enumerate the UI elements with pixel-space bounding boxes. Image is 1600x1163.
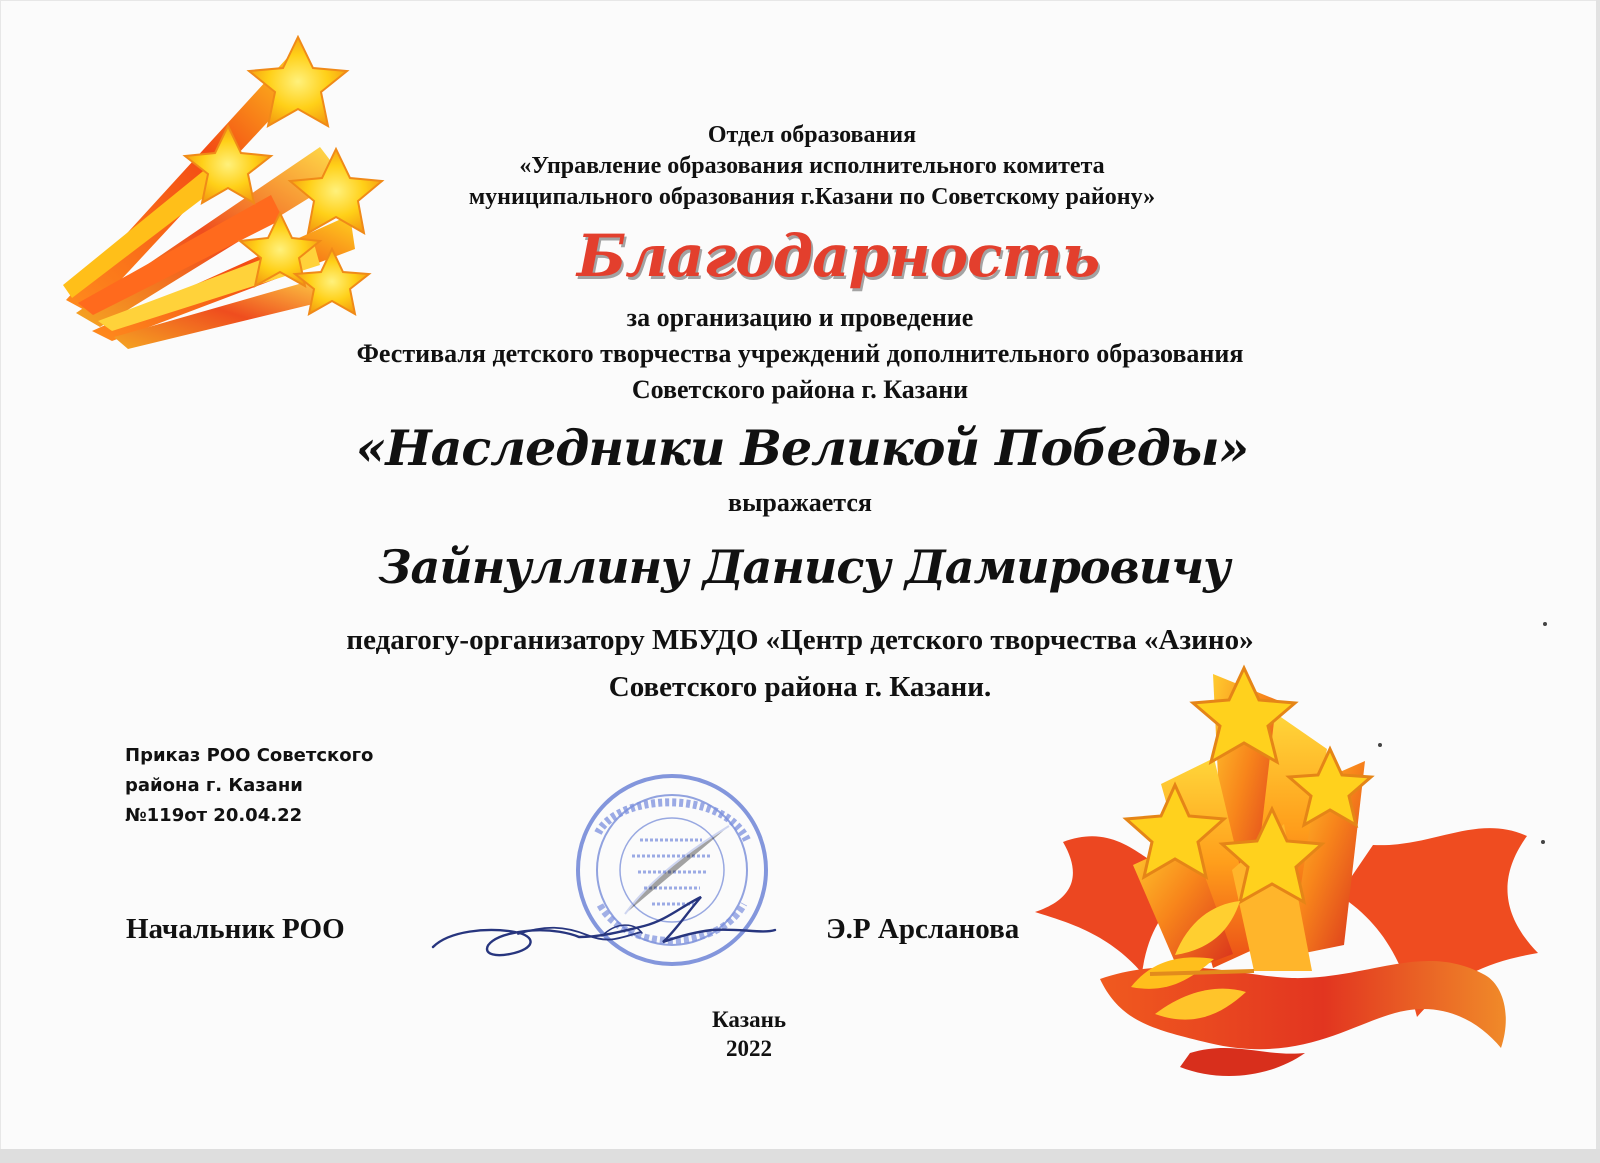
order-line-2: района г. Казани bbox=[125, 775, 303, 796]
position-line-1: педагогу-организатору МБУДО «Центр детского творчества «Азино» bbox=[346, 624, 1254, 656]
order-line-1: Приказ РОО Советского bbox=[125, 745, 374, 766]
purpose-line-2: Фестиваля детского творчества учреждений дополнительного образования bbox=[356, 339, 1244, 368]
certificate-title: Благодарность bbox=[576, 222, 1100, 290]
position-line-2: Советского района г. Казани. bbox=[608, 671, 992, 703]
scan-speck bbox=[1378, 743, 1382, 747]
issuer-line-3: муниципального образования г.Казани по Советскому району» bbox=[468, 184, 1156, 210]
scan-bottom-edge bbox=[0, 1149, 1600, 1163]
award-purpose bbox=[0, 300, 1600, 408]
purpose-line-1: за организацию и проведение bbox=[626, 303, 974, 332]
scan-speck bbox=[1541, 840, 1545, 844]
festival-name: «Наследники Великой Победы» bbox=[355, 419, 1249, 477]
order-reference bbox=[125, 741, 385, 831]
year-label: 2022 bbox=[726, 1036, 772, 1061]
signatory-role: Начальник РОО bbox=[126, 913, 345, 945]
recipient-name: Зайнуллину Данису Дамировичу bbox=[378, 540, 1230, 594]
signatory-name: Э.Р Арсланова bbox=[826, 913, 1020, 945]
issuer-line-1: Отдел образования bbox=[707, 122, 917, 148]
issuer-header bbox=[12, 120, 1600, 213]
order-line-3: №119от 20.04.22 bbox=[125, 805, 303, 826]
purpose-line-3: Советского района г. Казани bbox=[631, 375, 969, 404]
issuer-line-2: «Управление образования исполнительного комитета bbox=[519, 153, 1105, 179]
place-and-date bbox=[0, 1005, 1549, 1063]
handwritten-signature bbox=[425, 875, 780, 970]
city-label: Казань bbox=[711, 1007, 787, 1032]
scan-speck bbox=[1543, 622, 1547, 626]
expression-text: выражается bbox=[728, 488, 872, 517]
